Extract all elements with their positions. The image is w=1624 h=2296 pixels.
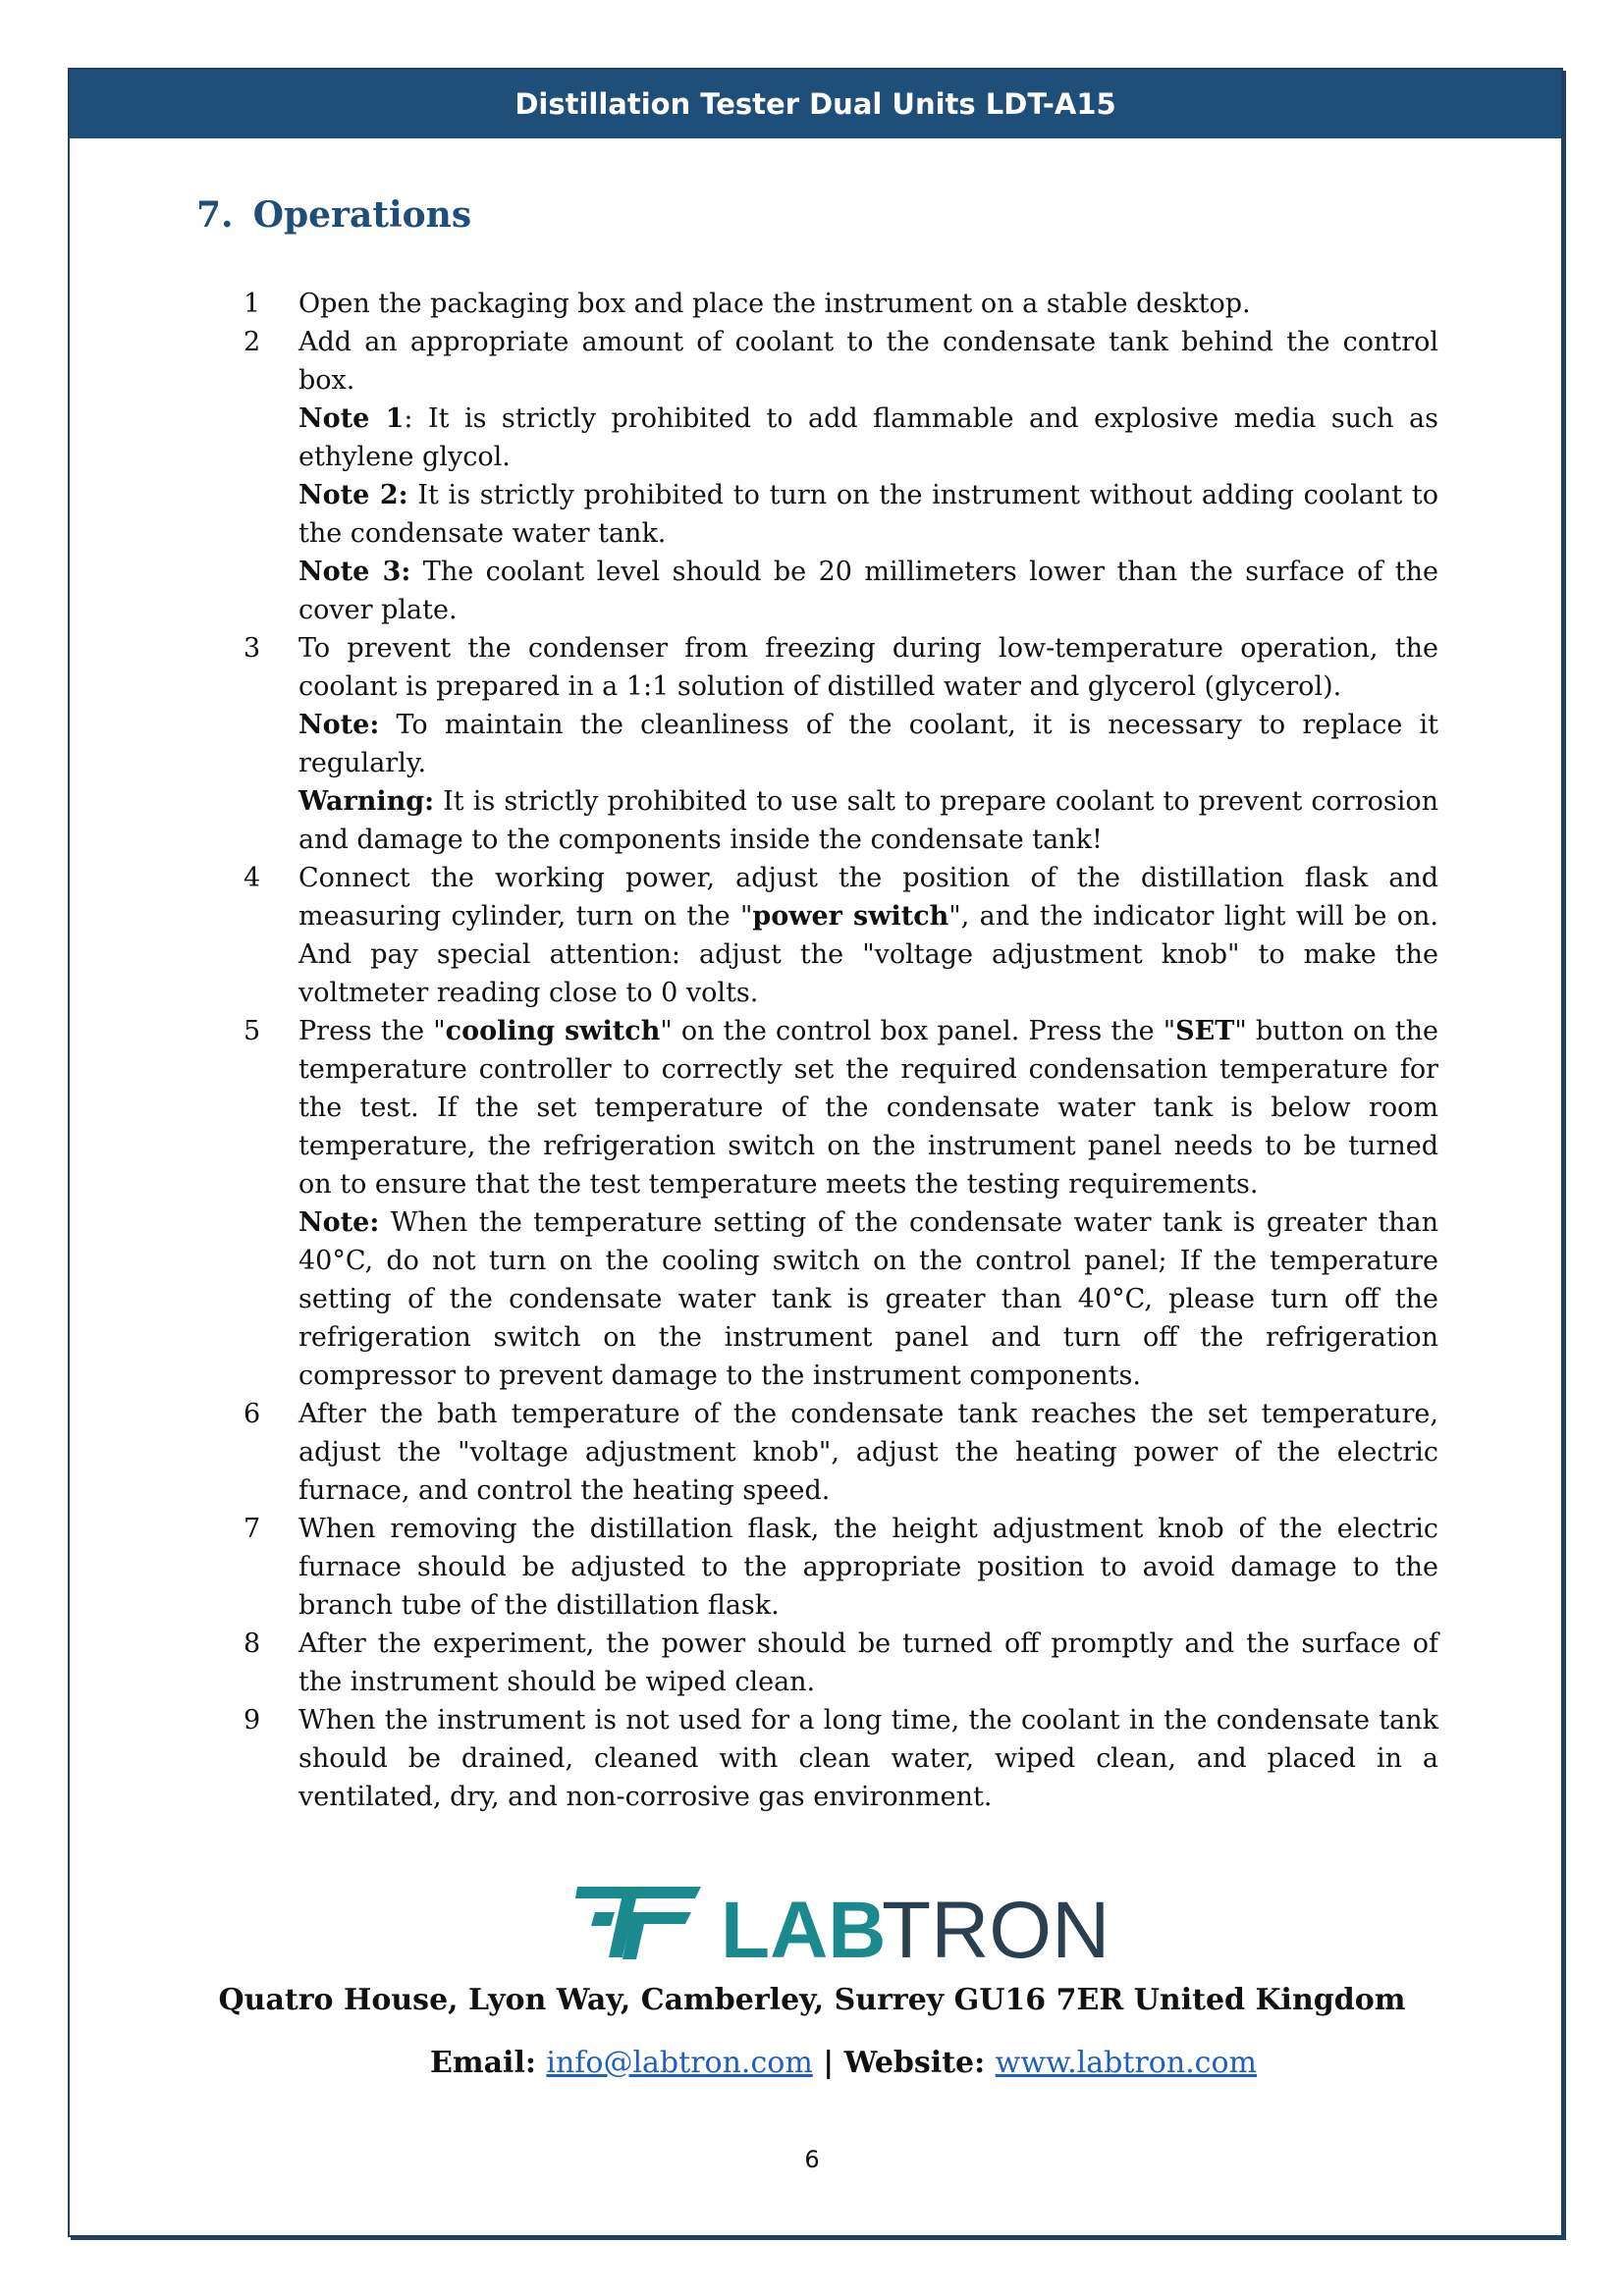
- logo-mark-stroke-icon: [623, 1912, 691, 1959]
- section-heading: [196, 194, 471, 236]
- step-2: [244, 323, 1438, 629]
- section-number: 7.: [196, 194, 234, 236]
- section-title: Operations: [252, 194, 472, 236]
- step-text: When the instrument is not used for a long time, the coolant in the condensate tank should be drained, cleaned with clean water, wiped clean, and placed in a ventilated, dry, and non-corrosive gas environment.: [298, 1705, 1438, 1812]
- step-number: 2: [244, 327, 261, 357]
- cooling-switch-term: cooling switch: [445, 1016, 661, 1046]
- step-6: [244, 1395, 1438, 1510]
- text-segment: " button on the temperature controller to correctly set the required condensation temperature for the test. If the set temperature of the condensate water tank is below room temperature, the refrigeration switch on the instrument panel needs to be turned on to ensure that the test temperature meets the testing requirements.: [298, 1016, 1438, 1200]
- step-1: [244, 285, 1438, 323]
- step-text: After the bath temperature of the condensate tank reaches the set temperature, adjust the "voltage adjustment knob", adjust the heating power of the electric furnace, and control the heating speed.: [298, 1399, 1438, 1506]
- step-7: [244, 1510, 1438, 1625]
- note-text: : It is strictly prohibited to add flammable and explosive media such as ethylene glycol.: [298, 403, 1438, 472]
- page-number: 6: [804, 2146, 820, 2173]
- note-text: The coolant level should be 20 millimeters lower than the surface of the cover plate.: [298, 557, 1438, 625]
- note: [298, 706, 1438, 782]
- labtron-logo: [575, 1883, 1110, 1975]
- warning: [298, 782, 1438, 859]
- step-number: 6: [244, 1399, 261, 1429]
- step-text: After the experiment, the power should be turned off promptly and the surface of the instrument should be wiped clean.: [298, 1629, 1438, 1697]
- warning-text: It is strictly prohibited to use salt to prepare coolant to prevent corrosion and damage to the components inside the condensate tank!: [298, 786, 1438, 855]
- text-segment: Press the ": [298, 1016, 446, 1046]
- step-number: 3: [244, 633, 261, 664]
- operations-list: [244, 285, 1438, 1816]
- note-label: Note 2:: [298, 480, 408, 510]
- step-number: 1: [244, 289, 261, 319]
- step-3: [244, 629, 1438, 859]
- step-text: When removing the distillation flask, the height adjustment knob of the electric furnace should be adjusted to the appropriate position to avoid damage to the branch tube of the distillation flask.: [298, 1514, 1438, 1621]
- note-label: Note 3:: [298, 557, 411, 587]
- text-segment: " on the control box panel. Press the ": [660, 1016, 1176, 1046]
- step-number: 4: [244, 863, 261, 893]
- step-number: 5: [244, 1016, 261, 1046]
- step-number: 9: [244, 1705, 261, 1735]
- company-address: Quatro House, Lyon Way, Camberley, Surrey GU16 7ER United Kingdom: [218, 1983, 1406, 2017]
- logo-text-tron: TRON: [882, 1886, 1110, 1975]
- note-label: Note 1: [298, 403, 405, 434]
- email-label: Email:: [430, 2046, 536, 2080]
- step-text: To prevent the condenser from freezing during low-temperature operation, the coolant is prepared in a 1:1 solution of distilled water and glycerol (glycerol).: [298, 633, 1438, 702]
- note: [298, 1203, 1438, 1395]
- step-text: [298, 859, 1438, 1012]
- step-4: [244, 859, 1438, 1012]
- document-header: [70, 70, 1561, 138]
- logo-mark-bar-icon: [591, 1912, 615, 1926]
- note-text: It is strictly prohibited to turn on the instrument without adding coolant to the condensate water tank.: [298, 480, 1438, 549]
- warning-label: Warning:: [298, 786, 435, 817]
- text-segment: ", and the indicator light will be on. And pay special attention: adjust the "voltage adjustment knob" to make the voltmeter reading close to 0 volts.: [298, 901, 1438, 1008]
- step-text: Add an appropriate amount of coolant to the condensate tank behind the control box.: [298, 327, 1438, 396]
- contact-line: [0, 2046, 1624, 2080]
- step-9: [244, 1701, 1438, 1816]
- step-text: [298, 1012, 1438, 1203]
- note-label: Note:: [298, 1207, 380, 1238]
- step-number: 8: [244, 1629, 261, 1659]
- logo-text-lab: LAB: [721, 1886, 887, 1975]
- email-link[interactable]: info@labtron.com: [546, 2046, 813, 2080]
- note-1: [298, 400, 1438, 476]
- step-text: Open the packaging box and place the instrument on a stable desktop.: [298, 289, 1251, 319]
- step-8: [244, 1625, 1438, 1701]
- note-2: [298, 476, 1438, 553]
- step-number: 7: [244, 1514, 261, 1544]
- step-5: [244, 1012, 1438, 1395]
- separator: |: [812, 2046, 844, 2080]
- set-button-term: SET: [1175, 1016, 1235, 1046]
- power-switch-term: power switch: [752, 901, 949, 932]
- note-label: Note:: [298, 710, 380, 740]
- note-text: When the temperature setting of the condensate water tank is greater than 40°C, do not turn on the cooling switch on the control panel; If the temperature setting of the condensate water tank is greater than 40°C, please turn off the refrigeration switch on the instrument panel and turn off the refrigeration compressor to prevent damage to the instrument components.: [298, 1207, 1438, 1391]
- website-link[interactable]: www.labtron.com: [995, 2046, 1257, 2080]
- document-title: Distillation Tester Dual Units LDT-A15: [514, 87, 1116, 121]
- text-segment: Connect the working power, adjust the position of the distillation flask and measuring cylinder, turn on the ": [298, 863, 1438, 932]
- note-3: [298, 553, 1438, 629]
- website-label: Website:: [843, 2046, 986, 2080]
- note-text: To maintain the cleanliness of the coolant, it is necessary to replace it regularly.: [298, 710, 1438, 778]
